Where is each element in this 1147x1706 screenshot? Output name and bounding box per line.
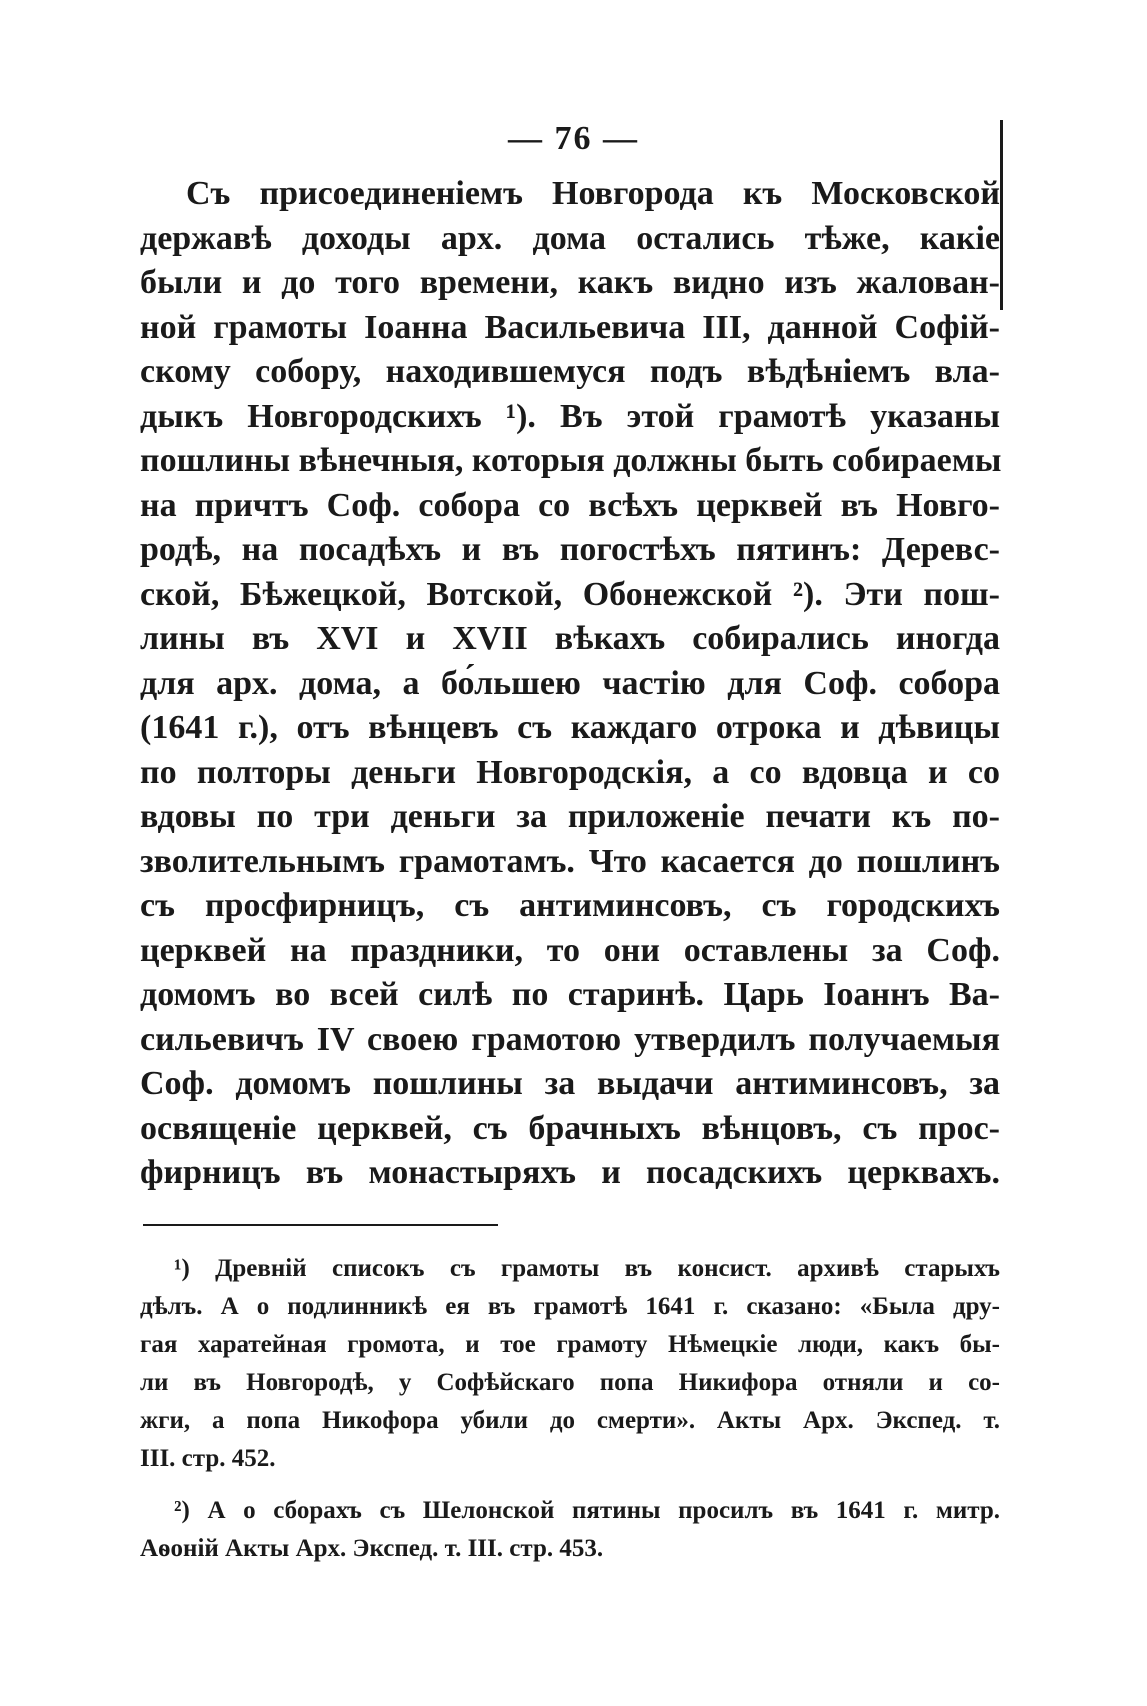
text-line: скому собору, находившемуся подъ вѣдѣніемъ вла- <box>140 353 1000 390</box>
text-line: державѣ доходы арх. дома остались тѣже, какіе <box>140 219 1000 257</box>
text-line: для арх. дома, а бо́льшею частію для Соф. собора <box>140 664 1000 702</box>
text-line: ской, Бѣжецкой, Вотской, Обонежской ²). Эти пош- <box>140 575 1000 613</box>
main-text <box>140 172 1000 1196</box>
page-number: — 76 — <box>508 120 639 157</box>
text-line: сильевичъ IV своею грамотою утвердилъ получаемыя <box>140 1020 1000 1058</box>
text-line: дыкъ Новгородскихъ ¹). Въ этой грамотѣ указаны <box>140 397 1000 435</box>
footnote-separator <box>143 1224 498 1226</box>
page-edge-line <box>1000 120 1003 310</box>
text-line: родѣ, на посадѣхъ и въ погостѣхъ пятинъ: Деревс- <box>140 531 1000 568</box>
text-line: лины въ XVI и XVII вѣкахъ собирались иногда <box>140 620 1000 657</box>
text-line: освященіе церквей, съ брачныхъ вѣнцовъ, съ прос- <box>140 1109 1000 1147</box>
text-line: Соф. домомъ пошлины за выдачи антиминсовъ, за <box>140 1065 1000 1102</box>
footnote-line: дѣлъ. А о подлинникѣ ея въ грамотѣ 1641 г. сказано: «Была дру- <box>140 1293 1000 1320</box>
text-line: съ просфирницъ, съ антиминсовъ, съ городскихъ <box>140 887 1000 924</box>
text-line: фирницъ въ монастыряхъ и посадскихъ церквахъ. <box>140 1154 1000 1191</box>
text-line: по полторы деньги Новгородскія, а со вдовца и со <box>140 753 1000 791</box>
text-line: церквей на праздники, то они оставлены за Соф. <box>140 931 1000 969</box>
footnote-line: Аѳоній Акты Арх. Экспед. т. III. стр. 453. <box>140 1535 604 1562</box>
text-line: (1641 г.), отъ вѣнцевъ съ каждаго отрока и дѣвицы <box>140 709 1000 746</box>
footnote-line: III. стр. 452. <box>140 1445 276 1472</box>
text-line: пошлины вѣнечныя, которыя должны быть собираемы <box>140 442 1002 479</box>
text-line: были и до того времени, какъ видно изъ жалован- <box>140 264 1000 301</box>
text-line: домомъ во всей силѣ по старинѣ. Царь Іоаннъ Ва- <box>140 976 1000 1013</box>
footnote-line: жги, а попа Никофора убили до смерти». Акты Арх. Экспед. т. <box>140 1407 1000 1434</box>
footnote-line: гая харатейная громота, и тое грамоту Нѣмецкіе люди, какъ бы- <box>140 1331 1000 1358</box>
footnote-line: ¹) Древній списокъ съ грамоты въ консист. архивѣ старыхъ <box>174 1255 1000 1282</box>
footnote-2 <box>140 1492 1000 1568</box>
text-line: вдовы по три деньги за приложеніе печати къ по- <box>140 798 1000 835</box>
text-line: Съ присоединеніемъ Новгорода къ Московской <box>186 175 1000 212</box>
footnote-line: ²) А о сборахъ съ Шелонской пятины просилъ въ 1641 г. митр. <box>174 1497 1000 1524</box>
footnotes <box>140 1250 1000 1568</box>
footnote-line: ли въ Новгородѣ, у Софѣйскаго попа Никифора отняли и со- <box>140 1369 1000 1396</box>
text-line: на причтъ Соф. собора со всѣхъ церквей въ Новго- <box>140 486 1000 524</box>
text-line: ной грамоты Іоанна Васильевича III, данной Софій- <box>140 308 1000 346</box>
text-line: зволительнымъ грамотамъ. Что касается до пошлинъ <box>140 842 1000 880</box>
footnote-1 <box>140 1250 1000 1478</box>
